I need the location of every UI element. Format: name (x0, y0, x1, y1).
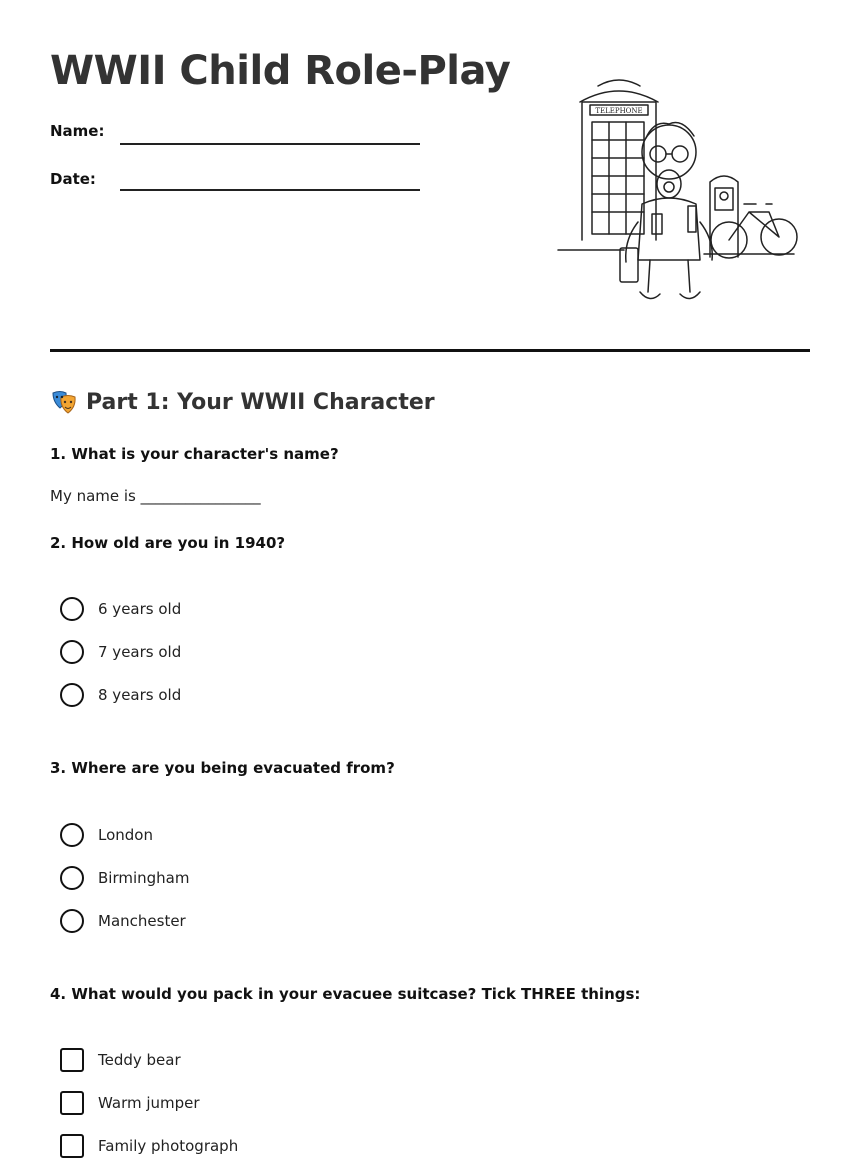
radio-button[interactable] (60, 866, 84, 890)
pack-option-warm-jumper[interactable] (60, 1091, 200, 1115)
option-label: Warm jumper (98, 1094, 200, 1112)
age-option-7[interactable] (60, 640, 181, 664)
date-label: Date: (50, 170, 96, 188)
option-label: Birmingham (98, 869, 190, 887)
name-answer-line[interactable]: My name is ________________ (50, 487, 261, 505)
question-4: 4. What would you pack in your evacuee suitcase? Tick THREE things: (50, 985, 641, 1003)
radio-button[interactable] (60, 597, 84, 621)
svg-text:TELEPHONE: TELEPHONE (595, 107, 643, 115)
evacuee-child-illustration (554, 72, 800, 318)
question-3: 3. Where are you being evacuated from? (50, 759, 395, 777)
pack-option-teddy-bear[interactable] (60, 1048, 181, 1072)
part1-heading (50, 388, 435, 416)
part1-title: Part 1: Your WWII Character (86, 389, 435, 415)
option-label: Family photograph (98, 1137, 239, 1155)
radio-button[interactable] (60, 909, 84, 933)
origin-option-manchester[interactable] (60, 909, 186, 933)
option-label: Manchester (98, 912, 186, 930)
age-option-8[interactable] (60, 683, 181, 707)
question-1: 1. What is your character's name? (50, 445, 339, 463)
origin-option-london[interactable] (60, 823, 153, 847)
option-label: Teddy bear (98, 1051, 181, 1069)
radio-button[interactable] (60, 823, 84, 847)
theater-masks-icon (50, 388, 78, 416)
origin-option-birmingham[interactable] (60, 866, 189, 890)
checkbox[interactable] (60, 1091, 84, 1115)
age-option-6[interactable] (60, 597, 181, 621)
radio-button[interactable] (60, 640, 84, 664)
header-divider (50, 349, 810, 352)
name-write-line[interactable] (120, 143, 420, 145)
checkbox[interactable] (60, 1048, 84, 1072)
worksheet-title: WWII Child Role-Play (50, 48, 511, 94)
option-label: 7 years old (98, 643, 182, 661)
option-label: London (98, 826, 153, 844)
option-label: 6 years old (98, 600, 182, 618)
question-2: 2. How old are you in 1940? (50, 534, 286, 552)
date-write-line[interactable] (120, 189, 420, 191)
radio-button[interactable] (60, 683, 84, 707)
checkbox[interactable] (60, 1134, 84, 1158)
name-label: Name: (50, 122, 105, 140)
pack-option-family-photograph[interactable] (60, 1134, 238, 1158)
option-label: 8 years old (98, 686, 182, 704)
